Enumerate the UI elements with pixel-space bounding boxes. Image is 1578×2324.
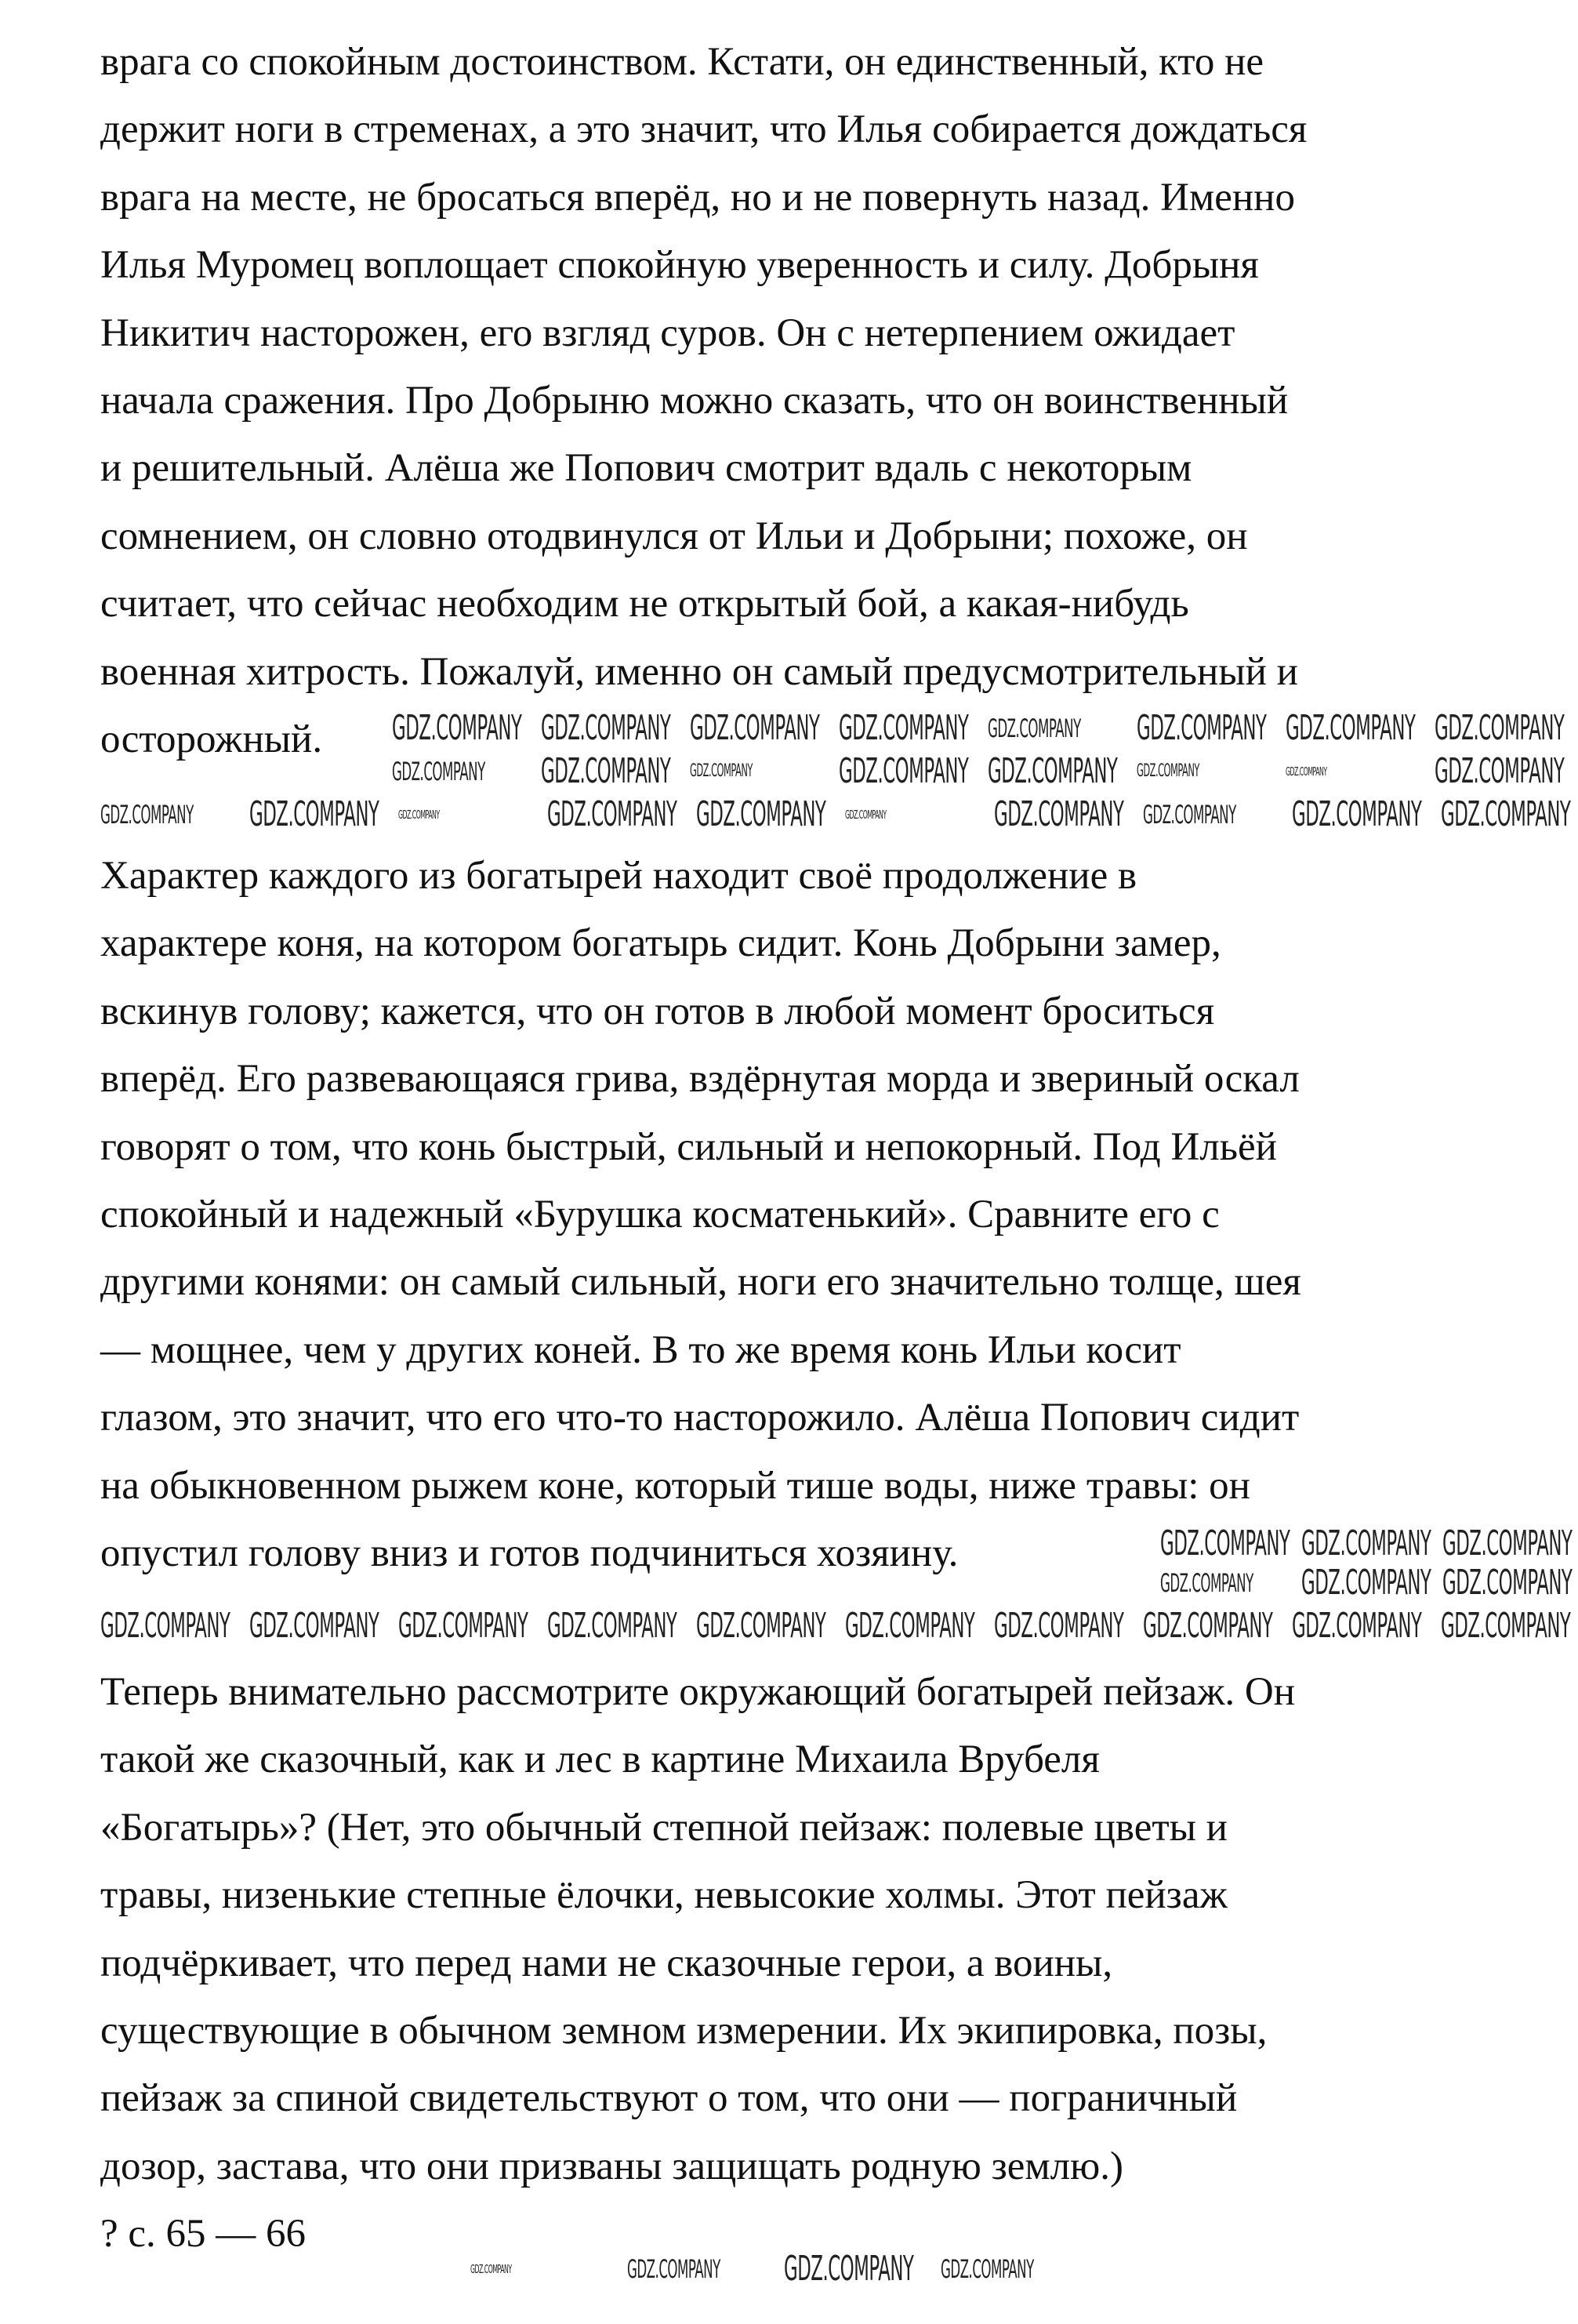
watermark: GDZ.COMPANY	[994, 1606, 1124, 1646]
watermark: GDZ.COMPANY	[392, 757, 485, 786]
watermark: GDZ.COMPANY	[1442, 1563, 1573, 1603]
text-line: — мощнее, чем у других коней. В то же время конь Ильи косит	[100, 1327, 1181, 1372]
text-line: осторожный.	[100, 717, 323, 761]
watermark: GDZ.COMPANY	[690, 761, 753, 781]
text-line: существующие в обычном земном измерении. Их экипировка, позы,	[100, 2008, 1268, 2053]
watermark: GDZ.COMPANY	[941, 2254, 1034, 2284]
watermark: GDZ.COMPANY	[1292, 794, 1422, 834]
text-line: «Богатырь»? (Нет, это обычный степной пейзаж: полевые цветы и	[100, 1805, 1228, 1850]
paragraph-3	[100, 1658, 1295, 2268]
watermark: GDZ.COMPANY	[470, 2262, 512, 2276]
watermark: GDZ.COMPANY	[994, 794, 1124, 834]
watermark: GDZ.COMPANY	[1301, 1563, 1431, 1603]
watermark: GDZ.COMPANY	[845, 1606, 975, 1646]
watermark: GDZ.COMPANY	[690, 708, 820, 748]
watermark: GDZ.COMPANY	[392, 708, 522, 748]
watermark: GDZ.COMPANY	[547, 794, 677, 834]
watermark: GDZ.COMPANY	[1137, 761, 1199, 781]
text-line: сомнением, он словно отодвинулся от Ильи и Добрыни; похоже, он	[100, 514, 1248, 558]
text-line: Характер каждого из богатырей находит своё продолжение в	[100, 854, 1137, 898]
watermark: GDZ.COMPANY	[1442, 1523, 1573, 1563]
watermark: GDZ.COMPANY	[1137, 708, 1267, 748]
watermark: GDZ.COMPANY	[696, 1606, 826, 1646]
text-line: врага на месте, не бросаться вперёд, но и не повернуть назад. Именно	[100, 175, 1295, 220]
text-line: держит ноги в стременах, а это значит, что Илья собирается дождаться	[100, 107, 1308, 152]
watermark: GDZ.COMPANY	[1143, 1606, 1273, 1646]
text-line: и решительный. Алёша же Попович смотрит вдаль с некоторым	[100, 446, 1192, 491]
watermark: GDZ.COMPANY	[784, 2249, 914, 2289]
text-line: вперёд. Его развевающаяся грива, вздёрнутая морда и звериный оскал	[100, 1057, 1300, 1102]
watermark: GDZ.COMPANY	[249, 1606, 379, 1646]
watermark: GDZ.COMPANY	[1143, 800, 1236, 830]
text-line: пейзаж за спиной свидетельствуют о том, что они — пограничный	[100, 2076, 1238, 2121]
watermark: GDZ.COMPANY	[696, 794, 826, 834]
watermark: GDZ.COMPANY	[1435, 751, 1565, 791]
text-line: глазом, это значит, что его что-то насторожило. Алёша Попович сидит	[100, 1396, 1300, 1440]
watermark: GDZ.COMPANY	[100, 800, 194, 830]
text-line: подчёркивает, что перед нами не сказочные герои, а воины,	[100, 1941, 1113, 1985]
text-line: другими конями: он самый сильный, ноги его значительно толще, шея	[100, 1260, 1301, 1305]
text-line: врага со спокойным достоинством. Кстати, он единственный, кто не	[100, 40, 1264, 84]
watermark: GDZ.COMPANY	[398, 808, 440, 822]
watermark: GDZ.COMPANY	[541, 751, 671, 791]
watermark: GDZ.COMPANY	[988, 751, 1118, 791]
watermark: GDZ.COMPANY	[988, 714, 1081, 743]
text-line: травы, низенькие степные ёлочки, невысокие холмы. Этот пейзаж	[100, 1873, 1228, 1918]
watermark: GDZ.COMPANY	[1286, 708, 1416, 748]
text-line: спокойный и надежный «Бурушка косматенький». Сравните его с	[100, 1192, 1220, 1236]
paragraph-2	[100, 842, 1301, 1587]
watermark: GDZ.COMPANY	[627, 2254, 720, 2284]
watermark: GDZ.COMPANY	[1435, 708, 1565, 748]
watermark: GDZ.COMPANY	[1160, 1568, 1253, 1598]
text-line: на обыкновенном рыжем коне, который тише воды, ниже травы: он	[100, 1463, 1250, 1508]
watermark: GDZ.COMPANY	[547, 1606, 677, 1646]
watermark: GDZ.COMPANY	[1441, 1606, 1571, 1646]
watermark: GDZ.COMPANY	[839, 751, 969, 791]
watermark: GDZ.COMPANY	[1441, 794, 1571, 834]
text-line: Никитич насторожен, его взгляд суров. Он с нетерпением ожидает	[100, 310, 1235, 355]
text-line: военная хитрость. Пожалуй, именно он самый предусмотрительный и	[100, 649, 1298, 694]
text-line: дозор, застава, что они призваны защищать родную землю.)	[100, 2144, 1123, 2188]
watermark: GDZ.COMPANY	[1292, 1606, 1422, 1646]
text-line: ? с. 65 — 66	[100, 2212, 307, 2257]
text-line: опустил голову вниз и готов подчиниться хозяину.	[100, 1531, 959, 1575]
text-line: говорят о том, что конь быстрый, сильный и непокорный. Под Ильёй	[100, 1124, 1277, 1169]
text-line: начала сражения. Про Добрыню можно сказать, что он воинственный	[100, 378, 1289, 423]
watermark: GDZ.COMPANY	[1301, 1523, 1431, 1563]
text-line: считает, что сейчас необходим не открытый бой, а какая-нибудь	[100, 582, 1189, 626]
watermark: GDZ.COMPANY	[1160, 1523, 1290, 1563]
text-line: Теперь внимательно рассмотрите окружающий богатырей пейзаж. Он	[100, 1670, 1296, 1714]
text-line: характере коня, на котором богатырь сидит. Конь Добрыни замер,	[100, 921, 1221, 966]
watermark: GDZ.COMPANY	[541, 708, 671, 748]
watermark: GDZ.COMPANY	[839, 708, 969, 748]
watermark: GDZ.COMPANY	[845, 808, 887, 822]
watermark: GDZ.COMPANY	[1286, 764, 1327, 779]
text-line: вскинув голову; кажется, что он готов в любой момент броситься	[100, 989, 1215, 1033]
watermark: GDZ.COMPANY	[398, 1606, 528, 1646]
watermark: GDZ.COMPANY	[249, 794, 379, 834]
paragraph-1	[100, 28, 1307, 773]
watermark: GDZ.COMPANY	[100, 1606, 230, 1646]
text-line: Илья Муромец воплощает спокойную уверенность и силу. Добрыня	[100, 243, 1259, 288]
text-line: такой же сказочный, как и лес в картине Михаила Врубеля	[100, 1738, 1100, 1782]
